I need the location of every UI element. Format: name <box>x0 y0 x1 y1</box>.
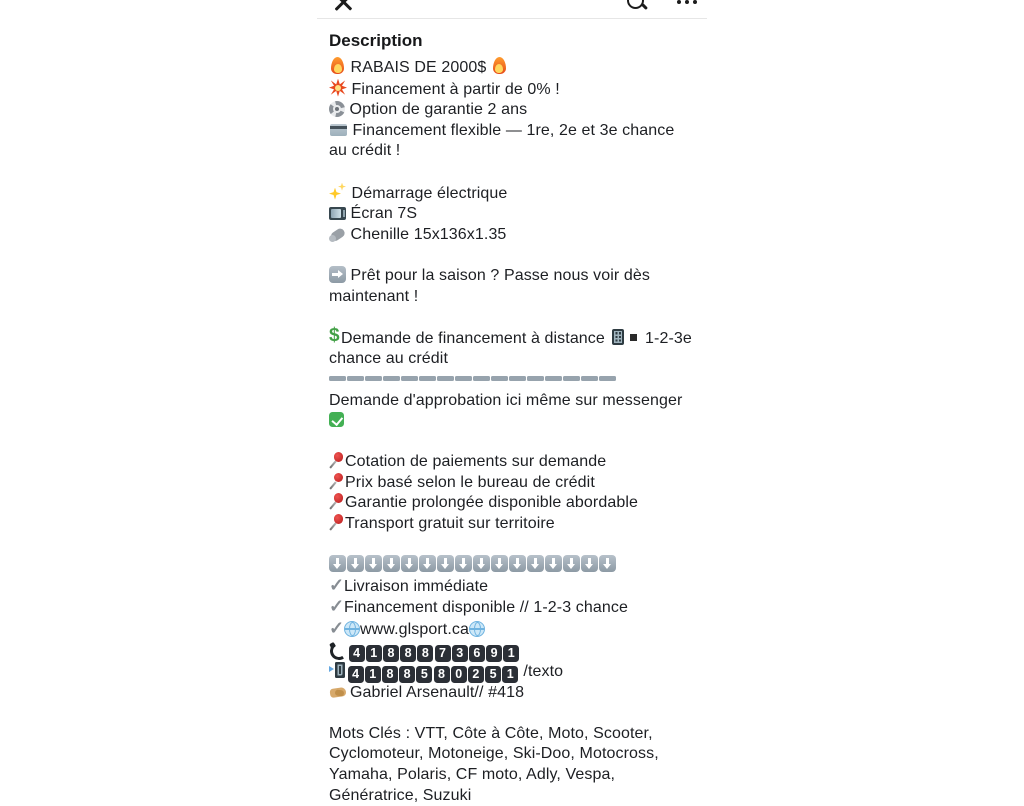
minus-icon <box>347 376 364 381</box>
minus-icon <box>383 376 400 381</box>
check-grey-icon <box>329 576 344 594</box>
keycap-digit-icon: 6 <box>469 645 485 662</box>
calculator-icon <box>612 329 624 345</box>
text-run: Mots Clés : VTT, Côte à Côte, Moto, Scooter, Cyclomoteur, Motoneige, Ski-Doo, Motocross, Yamaha, Polaris, CF moto, Adly, Vespa, Génératrice, Suzuki <box>329 724 659 804</box>
minus-icon <box>563 376 580 381</box>
keycap-digit-icon: 8 <box>383 645 399 662</box>
arrow-down-icon <box>473 555 490 572</box>
description-line <box>329 683 695 704</box>
card-icon <box>330 124 347 136</box>
text-run: Livraison immédiate <box>344 577 489 595</box>
keycap-digit-icon: 5 <box>416 666 432 683</box>
fire-icon <box>331 57 344 74</box>
minus-icon <box>419 376 436 381</box>
keycap-digit-icon: 4 <box>349 645 365 662</box>
description-line <box>329 391 695 432</box>
keycap-digit-icon: 0 <box>451 666 467 683</box>
keycap-digit-icon: 1 <box>502 666 518 683</box>
text-run: Démarrage électrique <box>347 184 508 202</box>
close-icon[interactable] <box>334 0 352 9</box>
more-options-icon[interactable] <box>677 0 707 8</box>
section-title: Description <box>329 31 423 50</box>
keycap-digit-icon: 8 <box>417 645 433 662</box>
minus-icon <box>509 376 526 381</box>
arrow-down-icon <box>527 555 544 572</box>
description-line <box>329 245 695 266</box>
minus-icon <box>437 376 454 381</box>
description-line <box>329 452 695 473</box>
arrow-down-icon <box>383 555 400 572</box>
arrow-down-icon <box>419 555 436 572</box>
globe-icon <box>469 621 485 637</box>
text-run: Demande d'approbation ici même sur messenger <box>329 391 683 409</box>
arrow-right-icon <box>329 266 346 283</box>
keycap-digit-icon: 1 <box>503 645 519 662</box>
description-line <box>329 514 695 535</box>
arrow-down-icon <box>581 555 598 572</box>
description-body <box>329 57 695 806</box>
minus-icon <box>545 376 562 381</box>
arrow-down-icon <box>329 555 346 572</box>
arm-icon <box>329 227 346 242</box>
description-line <box>329 576 695 598</box>
text-run: Financement flexible — 1re, 2e et 3e chance au crédit ! <box>329 121 675 160</box>
text-run: RABAIS DE 2000$ <box>346 59 491 76</box>
text-run: Prêt pour la saison ? Passe nous voir dès maintenant ! <box>329 266 650 305</box>
arrow-down-icon <box>401 555 418 572</box>
text-run: Financement disponible // 1-2-3 chance <box>344 599 628 617</box>
keycap-digit-icon: 7 <box>435 645 451 662</box>
minus-icon <box>365 376 382 381</box>
description-section <box>317 19 707 806</box>
keycap-digit-icon: 1 <box>366 645 382 662</box>
text-run: Transport gratuit sur territoire <box>345 515 555 533</box>
description-line <box>329 121 695 162</box>
minus-icon <box>455 376 472 381</box>
minus-icon <box>329 376 346 381</box>
arrow-down-icon <box>545 555 562 572</box>
description-line <box>329 432 695 453</box>
description-line <box>329 535 695 556</box>
phone-receiver-icon <box>329 641 346 658</box>
keycap-digit-icon: 2 <box>468 666 484 683</box>
minus-icon <box>599 376 616 381</box>
minus-icon <box>473 376 490 381</box>
keycap-digit-icon: 8 <box>382 666 398 683</box>
description-line <box>329 370 695 391</box>
minus-icon <box>491 376 508 381</box>
description-line <box>329 204 695 225</box>
gear-icon <box>329 101 345 117</box>
arrow-down-icon <box>491 555 508 572</box>
description-line <box>329 79 695 101</box>
keycap-digit-icon: 1 <box>365 666 381 683</box>
description-line <box>329 100 695 121</box>
fire-icon <box>493 57 506 74</box>
phone-arrow-icon <box>329 662 345 678</box>
description-line <box>329 328 695 370</box>
keycap-digit-icon: 8 <box>434 666 450 683</box>
text-run: Cotation de paiements sur demande <box>345 453 607 471</box>
sparkles-icon <box>329 183 347 201</box>
description-line <box>329 225 695 246</box>
description-line <box>329 183 695 205</box>
arrow-down-icon <box>563 555 580 572</box>
pushpin-icon <box>329 493 343 510</box>
description-line <box>329 162 695 183</box>
minus-icon <box>581 376 598 381</box>
keycap-digit-icon: 5 <box>485 666 501 683</box>
text-run: Option de garantie 2 ans <box>345 101 528 119</box>
pushpin-icon <box>329 452 343 469</box>
globe-icon <box>344 621 360 637</box>
description-line <box>329 662 695 683</box>
description-line <box>329 619 695 641</box>
arrow-down-icon <box>455 555 472 572</box>
check-grey-icon <box>329 597 344 615</box>
arrow-down-icon <box>437 555 454 572</box>
arrow-down-icon <box>365 555 382 572</box>
top-app-bar <box>317 0 707 19</box>
minus-icon <box>401 376 418 381</box>
arrow-down-icon <box>599 555 616 572</box>
description-line <box>329 57 695 79</box>
tv-icon <box>329 207 346 220</box>
keycap-digit-icon: 3 <box>452 645 468 662</box>
dollar-icon <box>329 328 341 346</box>
minus-icon <box>527 376 544 381</box>
text-run: Garantie prolongée disponible abordable <box>345 494 639 512</box>
text-run: Chenille 15x136x1.35 <box>346 225 507 243</box>
keycap-digit-icon: 4 <box>348 666 364 683</box>
arrow-down-icon <box>509 555 526 572</box>
collision-icon <box>329 79 347 97</box>
description-line <box>329 266 695 307</box>
keycap-digit-icon: 8 <box>399 666 415 683</box>
description-line <box>329 493 695 514</box>
text-run: /texto <box>518 662 564 680</box>
check-grey-icon <box>329 619 344 637</box>
description-line <box>329 703 695 724</box>
text-run: Financement à partir de 0% ! <box>347 80 560 98</box>
arrow-down-icon <box>347 555 364 572</box>
description-line <box>329 555 695 576</box>
description-line <box>329 473 695 494</box>
pushpin-icon <box>329 514 343 531</box>
description-line <box>329 724 695 806</box>
pushpin-icon <box>329 473 343 490</box>
description-line <box>329 597 695 619</box>
search-icon[interactable] <box>627 0 647 12</box>
handshake-icon <box>329 686 348 699</box>
description-line <box>329 307 695 328</box>
text-run: Gabriel Arsenault// #418 <box>350 683 525 701</box>
listing-description-screen <box>317 0 707 804</box>
keycap-digit-icon: 9 <box>486 645 502 662</box>
text-run: Écran 7S <box>346 205 418 223</box>
small-square-icon <box>630 334 637 341</box>
text-run: Prix basé selon le bureau de crédit <box>345 473 595 491</box>
text-run: 1-2-3e chance au crédit <box>329 329 692 368</box>
text-run: Demande de financement à distance <box>341 329 610 347</box>
keycap-digit-icon: 8 <box>400 645 416 662</box>
description-line <box>329 641 695 662</box>
check-green-icon <box>329 412 344 427</box>
text-run: www.glsport.ca <box>360 621 469 639</box>
